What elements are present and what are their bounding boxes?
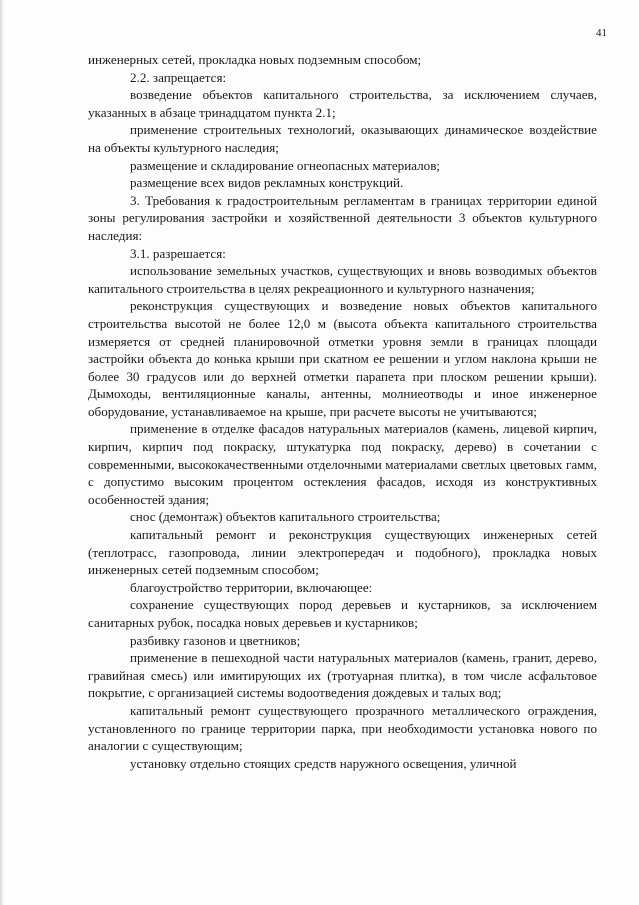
- paragraph: установку отдельно стоящих средств наружного освещения, уличной: [130, 755, 517, 771]
- paragraph: капитальный ремонт существующего прозрачного металлического ограждения, установленного по границе территории парка, при необходимости установка нового по аналогии с существующим;: [88, 702, 597, 754]
- paragraph: использование земельных участков, существующих и вновь возводимых объектов капитального строительства в целях рекреационного и культурного назначения;: [88, 263, 597, 296]
- paragraph: капитальный ремонт и реконструкция существующих инженерных сетей (теплотрасс, газопровода, линии электропередач и подобного), прокладка новых инженерных сетей подземным способом;: [88, 527, 597, 578]
- paragraph: применение в отделке фасадов натуральных материалов (камень, лицевой кирпич, кирпич, кирпич под покраску, штукатурка под покраску, дерево) в сочетании с современными, высококачественными отделочными материалами светлых цветовых гамм, с допустимо высоким процентом остекления фасадов, исходя из конструктивных особенностей здания;: [88, 421, 597, 507]
- paragraph: размещение и складирование огнеопасных материалов;: [130, 157, 441, 173]
- paragraph: возведение объектов капитального строительства, за исключением случаев, указанных в абзаце тринадцатом пункта 2.1;: [88, 87, 597, 120]
- paragraph: применение строительных технологий, оказывающих динамическое воздействие на объекты культурного наследия;: [88, 122, 597, 155]
- paragraph: снос (демонтаж) объектов капитального строительства;: [130, 509, 441, 525]
- paragraph: благоустройство территории, включающее:: [130, 579, 373, 595]
- paragraph: реконструкция существующих и возведение новых объектов капитального строительства высотой не более 12,0 м (высота объекта капитального строительства измеряется от средней планировочной отметки уровня земли в границах площади застройки объекта до конька крыши при скатном ее решении и углом наклона крыши не более 30 градусов или до верхней отметки парапета при плоском решении крыши). Дымоходы, вентиляционные каналы, антенны, молниеотводы и иное инженерное оборудование, устанавливаемое на крыше, при расчете высоты не учитываются;: [88, 298, 597, 419]
- paragraph: применение в пешеходной части натуральных материалов (камень, гранит, дерево, гравийная смесь) или имитирующих их (тротуарная плитка), в том числе асфальтовое покрытие, с организацией системы водоотведения дождевых и талых вод;: [88, 650, 597, 701]
- page-number: 41: [596, 27, 607, 39]
- paragraph: 2.2. запрещается:: [130, 69, 227, 85]
- document-body: [88, 51, 597, 772]
- paragraph: инженерных сетей, прокладка новых подземным способом;: [88, 52, 422, 67]
- paragraph: 3.1. разрешается:: [130, 245, 226, 261]
- paragraph: сохранение существующих пород деревьев и кустарников, за исключением санитарных рубок, посадка новых деревьев и кустарников;: [88, 597, 597, 630]
- paragraph: 3. Требования к градостроительным регламентам в границах территории единой зоны регулирования застройки и хозяйственной деятельности 3 объектов культурного наследия:: [88, 192, 597, 243]
- paragraph: разбивку газонов и цветников;: [130, 632, 301, 648]
- paragraph: размещение всех видов рекламных конструкций.: [130, 175, 404, 191]
- scan-edge-shadow: [0, 0, 4, 905]
